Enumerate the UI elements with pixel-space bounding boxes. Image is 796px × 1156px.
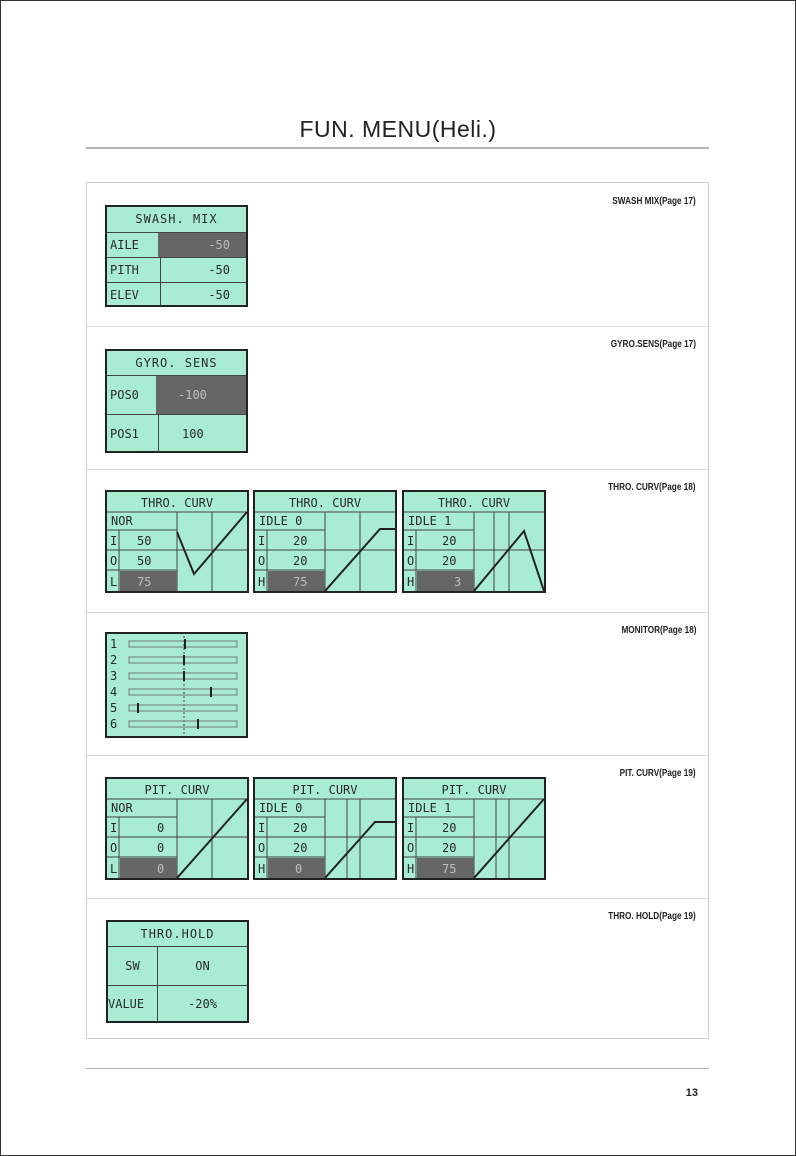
- row-value: -50: [208, 263, 230, 277]
- row-key: I: [110, 821, 118, 835]
- channel-label: 2: [110, 653, 118, 667]
- row-value-selected: 75: [137, 575, 152, 589]
- row-key: I: [258, 534, 266, 548]
- row-value: 20: [293, 821, 308, 835]
- row-value: ON: [195, 959, 210, 973]
- row-value-selected: 3: [454, 575, 462, 589]
- mode-label: IDLE 1: [408, 514, 452, 528]
- section-label: THRO. CURV(Page 18): [608, 482, 696, 493]
- row-value-selected: 75: [293, 575, 308, 589]
- screen-title: THRO. CURV: [437, 496, 511, 510]
- section-pit-curv: [87, 755, 708, 898]
- channel-row: [110, 669, 237, 683]
- channel-label: 1: [110, 637, 118, 651]
- row-key: I: [110, 534, 118, 548]
- row-value: 20: [442, 821, 457, 835]
- row-label: POS1: [107, 415, 159, 452]
- curve-graphic: [255, 492, 395, 591]
- section-gyro-sens: [87, 326, 708, 469]
- row-key: O: [258, 841, 266, 855]
- section-thro-curv: [87, 469, 708, 612]
- mode-label: IDLE 0: [259, 801, 303, 815]
- row-value: -20%: [188, 997, 217, 1011]
- section-thro-hold: [87, 898, 708, 1038]
- channel-row: [110, 701, 237, 715]
- section-label: PIT. CURV(Page 19): [620, 768, 696, 779]
- screen-title: THRO. CURV: [140, 496, 214, 510]
- row-value: -50: [208, 287, 230, 302]
- row-key: L: [110, 575, 118, 589]
- curve-graphic: [107, 779, 247, 878]
- row-key: O: [258, 554, 266, 568]
- row-value: 20: [442, 554, 457, 568]
- row-key: H: [258, 862, 266, 876]
- row-label: SW: [108, 947, 158, 985]
- screen-title: THRO. CURV: [288, 496, 362, 510]
- section-label: MONITOR(Page 18): [620, 625, 696, 636]
- pit-curv-screen-idle1: [402, 777, 546, 880]
- row-label: ELEV: [107, 283, 161, 306]
- channel-row: [110, 637, 237, 651]
- row-value-selected: 75: [442, 862, 457, 876]
- row-value: 50: [137, 554, 152, 568]
- channel-label: 4: [110, 685, 118, 699]
- curve-graphic: [404, 779, 544, 878]
- row-label: PITH: [107, 258, 161, 282]
- thro-hold-screen: [106, 920, 249, 1023]
- channel-row: [110, 685, 237, 699]
- channel-row: [110, 653, 237, 667]
- monitor-screen: [105, 632, 248, 738]
- row-key: H: [407, 862, 415, 876]
- row-value-selected: -50: [158, 233, 246, 257]
- screen-title: PIT. CURV: [144, 783, 210, 797]
- swash-mix-screen: [105, 205, 248, 307]
- table-row: [107, 232, 246, 257]
- row-value: 0: [157, 841, 165, 855]
- row-value: 20: [442, 841, 457, 855]
- channel-label: 6: [110, 717, 118, 731]
- pit-curv-screen-nor: [105, 777, 249, 880]
- row-value: 20: [293, 534, 308, 548]
- screen-title: PIT. CURV: [441, 783, 507, 797]
- screen-title: GYRO. SENS: [135, 356, 218, 370]
- row-label: VALUE: [108, 986, 158, 1022]
- thro-curv-screen-idle1: [402, 490, 546, 593]
- table-row: [108, 946, 247, 985]
- row-value: 0: [157, 821, 165, 835]
- row-value: 50: [137, 534, 152, 548]
- row-value-selected: 0: [295, 862, 303, 876]
- curve-graphic: [404, 492, 544, 591]
- row-key: O: [407, 554, 415, 568]
- row-key: I: [407, 821, 415, 835]
- table-row: [107, 257, 246, 282]
- section-label: GYRO.SENS(Page 17): [610, 339, 696, 350]
- row-key: O: [110, 554, 118, 568]
- mode-label: IDLE 0: [259, 514, 303, 528]
- curve-graphic: [107, 492, 247, 591]
- screen-title: PIT. CURV: [292, 783, 358, 797]
- curve-graphic: [255, 779, 395, 878]
- pit-curv-screen-idle0: [253, 777, 397, 880]
- screen-title: THRO.HOLD: [140, 927, 215, 941]
- row-value-selected: -100: [156, 376, 246, 414]
- row-value-selected: 0: [157, 862, 165, 876]
- row-value: 20: [442, 534, 457, 548]
- section-label: SWASH MIX(Page 17): [612, 196, 696, 207]
- mode-label: IDLE 1: [408, 801, 452, 815]
- row-key: O: [110, 841, 118, 855]
- screen-title: SWASH. MIX: [135, 212, 218, 226]
- row-key: I: [258, 821, 266, 835]
- thro-curv-screen-nor: [105, 490, 249, 593]
- row-key: L: [110, 862, 118, 876]
- bottom-rule: [86, 1068, 709, 1069]
- row-value: 20: [293, 554, 308, 568]
- table-row: [107, 414, 246, 452]
- row-key: H: [407, 575, 415, 589]
- section-label: THRO. HOLD(Page 19): [608, 911, 696, 922]
- thro-curv-screen-idle0: [253, 490, 397, 593]
- section-monitor: [87, 612, 708, 755]
- row-key: O: [407, 841, 415, 855]
- row-label: POS0: [107, 376, 159, 414]
- row-value: 20: [293, 841, 308, 855]
- section-swash-mix: [87, 183, 708, 326]
- table-row: [107, 375, 246, 414]
- page-title: FUN. MENU(Heli.): [299, 116, 497, 142]
- channel-label: 5: [110, 701, 118, 715]
- monitor-bars: [107, 634, 246, 736]
- title-rule: [86, 147, 709, 149]
- table-row: [108, 985, 247, 1022]
- row-label: AILE: [107, 233, 161, 257]
- row-key: H: [258, 575, 266, 589]
- table-row: [107, 282, 246, 306]
- gyro-sens-screen: [105, 349, 248, 453]
- mode-label: NOR: [111, 801, 133, 815]
- channel-label: 3: [110, 669, 118, 683]
- mode-label: NOR: [111, 514, 133, 528]
- content-box: [86, 182, 709, 1039]
- channel-row: [110, 717, 237, 731]
- row-key: I: [407, 534, 415, 548]
- row-value: 100: [182, 426, 204, 441]
- page-number: 13: [685, 1087, 698, 1099]
